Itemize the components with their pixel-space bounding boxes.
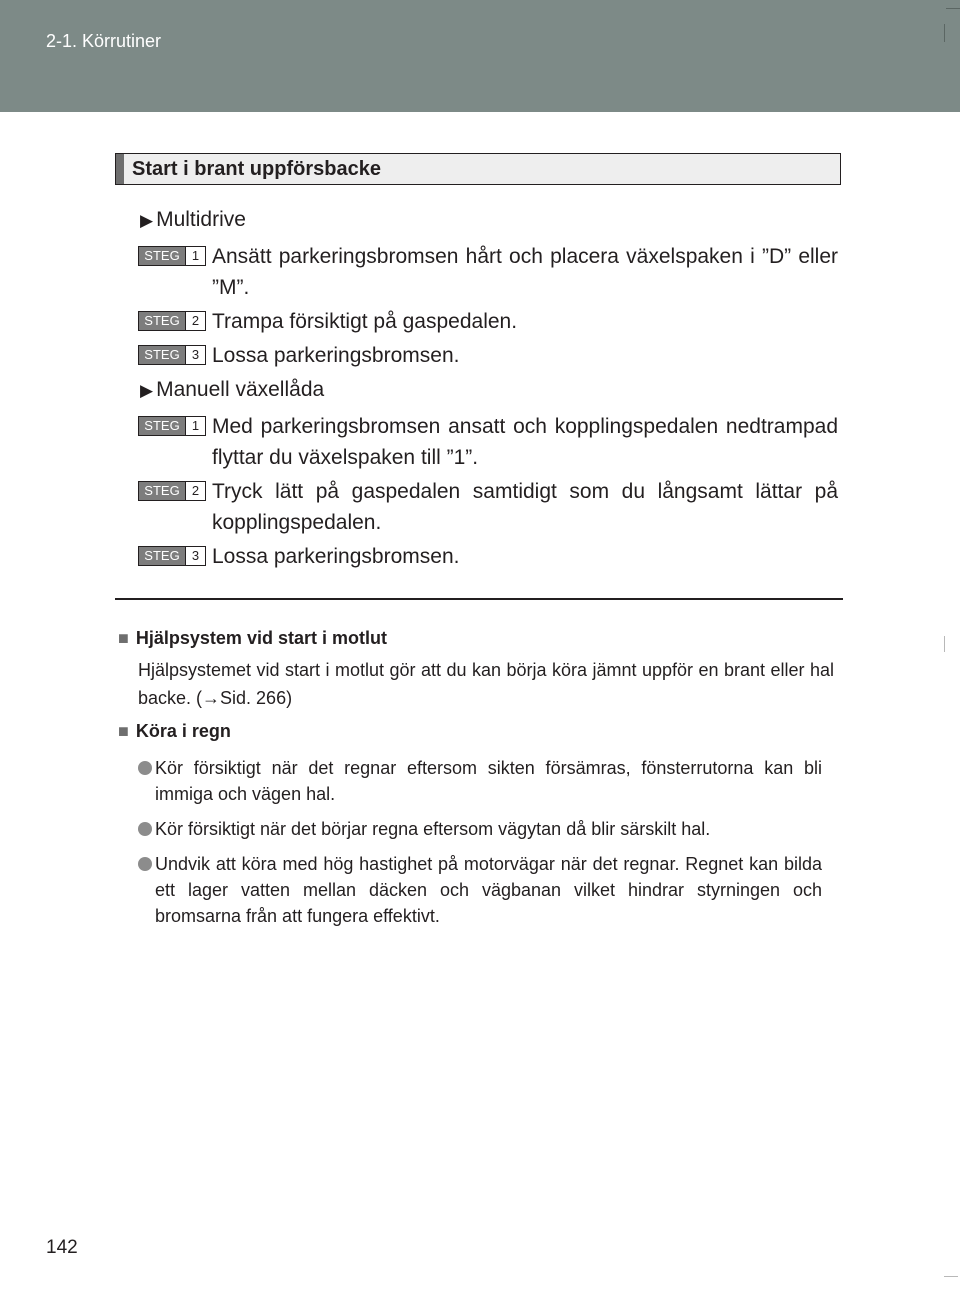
step-badge [138,311,206,331]
chapter-title: 2-1. Körrutiner [46,31,162,51]
step-badge [138,546,206,566]
step-badge-label: STEG [139,247,185,265]
list-item [138,816,822,842]
step-text: Ansätt parkeringsbromsen hårt och placera växelspaken i ”D” eller ”M”. [212,245,838,299]
step-badge-label: STEG [139,417,185,435]
step-badge-number: 3 [185,547,205,565]
step-badge-label: STEG [139,482,185,500]
section-divider [115,598,843,600]
section-title-box [115,153,841,185]
list-item [138,851,822,929]
step-badge-number: 1 [185,417,205,435]
step-text: Tryck lätt på gaspedalen samtidigt som du långsamt lättar på kopplingspedalen. [212,480,838,534]
note-heading [118,628,387,649]
step-text: Lossa parkeringsbromsen. [212,344,460,367]
page-number: 142 [46,1237,78,1258]
subheading-label: Manuell växellåda [156,378,325,401]
section-title: Start i brant uppförsbacke [132,158,381,180]
step-badge-label: STEG [139,312,185,330]
step-badge-label: STEG [139,547,185,565]
subheading-multidrive [140,208,246,232]
step-badge-number: 2 [185,482,205,500]
step-badge [138,416,206,436]
step-badge-number: 2 [185,312,205,330]
triangle-right-icon: ▶ [140,381,154,400]
step-badge [138,246,206,266]
subheading-manual [140,378,324,402]
list-item-text: Kör försiktigt när det regnar eftersom sikten försämras, fönsterrutorna kan bli immiga och vägen hal. [155,758,822,804]
triangle-right-icon: ▶ [140,211,154,230]
crop-mark [946,8,960,9]
step-badge [138,481,206,501]
step-text: Med parkeringsbromsen ansatt och kopplingspedalen nedtrampad flyttar du växelspaken till ”1”. [212,415,838,469]
crop-mark [944,24,945,42]
square-bullet-icon: ■ [118,721,129,741]
circle-bullet-icon [138,761,152,775]
note-title: Hjälpsystem vid start i motlut [135,628,387,648]
title-accent-bar [116,154,124,184]
list-item-text: Kör försiktigt när det börjar regna eftersom vägytan då blir särskilt hal. [155,819,711,839]
step-text: Lossa parkeringsbromsen. [212,545,460,568]
square-bullet-icon: ■ [118,628,129,648]
note-heading [118,721,231,742]
note-title: Köra i regn [135,721,231,741]
page-header [0,0,960,112]
list-item-text: Undvik att köra med hög hastighet på motorvägar när det regnar. Regnet kan bilda ett lager vatten mellan däcken och vägbanan vilket hindrar styrningen och bromsarna från att fungera effektivt. [155,854,822,926]
subheading-label: Multidrive [156,208,246,231]
note-text: Hjälpsystemet vid start i motlut gör att du kan börja köra jämnt uppför en brant eller hal backe. (→Sid. 266) [138,660,834,708]
step-badge-number: 3 [185,346,205,364]
circle-bullet-icon [138,857,152,871]
step-badge-number: 1 [185,247,205,265]
step-badge-label: STEG [139,346,185,364]
crop-mark [944,1276,958,1277]
step-badge [138,345,206,365]
circle-bullet-icon [138,822,152,836]
step-text: Trampa försiktigt på gaspedalen. [212,310,518,333]
list-item [138,755,822,807]
crop-mark [944,636,945,652]
